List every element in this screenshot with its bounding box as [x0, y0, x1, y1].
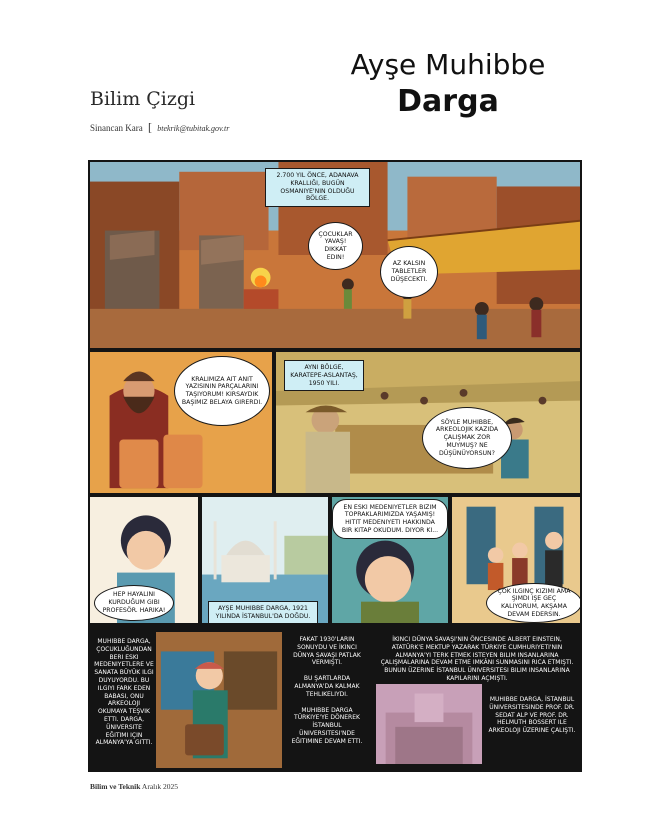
title-first-name: Ayşe Muhibbe [350, 48, 546, 81]
story-text-war [286, 636, 368, 746]
panel-istanbul [200, 495, 330, 625]
panel-family [450, 495, 582, 625]
comic-page [88, 160, 582, 772]
magazine-name: Bilim ve Teknik [90, 782, 141, 791]
speech-bubble-dream: HEP HAYALINI KURDUĞUM GIBI PROFESÖR. HARIKA! [94, 585, 174, 621]
speech-bubble-hittite: EN ESKI MEDENIYETLER BIZIM TOPRAKLARIMIZDA YAŞAMIŞ! HITIT MEDENIYETI HAKKINDA BIR KITAP OKUDUM. DIYOR KI... [332, 499, 448, 539]
panel-young-muhibbe [88, 495, 200, 625]
byline-separator: [ [147, 120, 152, 134]
train-illustration [156, 632, 282, 768]
speech-bubble-children: ÇOCUKLAR YAVAŞ! DIKKAT EDIN! [308, 222, 363, 270]
author-name: Sinancan Kara [90, 123, 143, 133]
panel-train [154, 630, 284, 770]
speech-bubble-tablet-carrier: KRALIMIZA AIT ANIT YAZISININ PARÇALARINI TAŞIYORUM! KIRSAYDIK BAŞIMIZ BELAYA GIRERDI. [174, 356, 270, 426]
panel-tablet-carrier [88, 350, 274, 495]
byline [90, 120, 229, 135]
panel-excavation-1950 [274, 350, 582, 495]
caption-ancient-city: 2.700 YIL ÖNCE, ADANAVA KRALLIĞI, BUGÜN OSMANIYE'NIN OLDUĞU BÖLGE. [265, 168, 370, 207]
story-text-war-b: BU ŞARTLARDA ALMANYA'DA KALMAK TEHLIKELIYDI. [294, 675, 360, 698]
university-illustration [376, 684, 482, 764]
issue-date: Aralık 2025 [141, 782, 178, 791]
story-text-war-c: MUHIBBE DARGA TÜRKIYE'YE DÖNEREK İSTANBUL ÜNIVERSITESI'NDE EĞITIMINE DEVAM ETTI. [291, 706, 363, 745]
story-text-istanbul-university: MUHIBBE DARGA, İSTANBUL ÜNIVERSITESINDE PROF. DR. SEDAT ALP VE PROF. DR. HELMUTH BOSSERT ILE ARKEOLOJI ÜZERINE ÇALIŞTI. [488, 696, 576, 735]
caption-excavation: AYNI BÖLGE, KARATEPE-ASLANTAŞ, 1950 YILI. [284, 360, 364, 391]
page-footer [90, 782, 178, 791]
author-email[interactable]: btekrik@tubitak.gov.tr [157, 124, 230, 133]
article-title [338, 48, 558, 120]
panel-ancient-city [88, 160, 582, 350]
title-last-name: Darga [397, 83, 499, 119]
panel-hittite-book [330, 495, 450, 625]
story-text-einstein: İKINCI DÜNYA SAVAŞI'NIN ÖNCESINDE ALBERT EINSTEIN, ATATÜRK'E MEKTUP YAZARAK TÜRKIYE CUMHURIYETI'NIN ALMANYA'YI TERK ETMEK ISTEYEN BILIM INSANLARINA ÇALIŞMALARINA DEVAM ETME IMKÂNI SUNMASINI RICA ETMIŞTI. BUNUN ÜZERINE İSTANBUL ÜNIVERSITESI BILIM INSANLARINA KAPILARINI AÇMIŞTI. [380, 636, 574, 682]
panel-university [374, 682, 484, 766]
section-title: Bilim Çizgi [90, 88, 196, 110]
story-text-war-a: FAKAT 1930'LARIN SONUYDU VE İKINCI DÜNYA SAVAŞI PATLAK VERMIŞTI. [293, 636, 361, 667]
speech-bubble-professor: SÖYLE MUHIBBE, ARKEOLOJIK KAZIDA ÇALIŞMAK ZOR MUYMUŞ? NE DÜŞÜNÜYORSUN? [422, 407, 512, 469]
caption-born-istanbul: AYŞE MUHIBBE DARGA, 1921 YILINDA İSTANBUL'DA DOĞDU. [208, 601, 318, 625]
speech-bubble-father: ÇOK ILGINÇ KIZIMI AMA ŞIMDI IŞE GEÇ KALIYORUM, AKŞAMA DEVAM EDERSIN. [486, 583, 582, 623]
speech-bubble-tablets: AZ KALSIN TABLETLER DÜŞECEKTI. [380, 246, 438, 298]
story-text-childhood: MUHIBBE DARGA, ÇOCUKLUĞUNDAN BERI ESKI MEDENIYETLERE VE SANATA BÜYÜK ILGI DUYUYORDU. BU ILGIYI FARK EDEN BABASI, ONU ARKEOLOJI OKUMAYA TEŞVIK ETTI. DARGA, ÜNIVERSITE EĞITIMI IÇIN ALMANYA'YA GITTI. [94, 638, 154, 747]
